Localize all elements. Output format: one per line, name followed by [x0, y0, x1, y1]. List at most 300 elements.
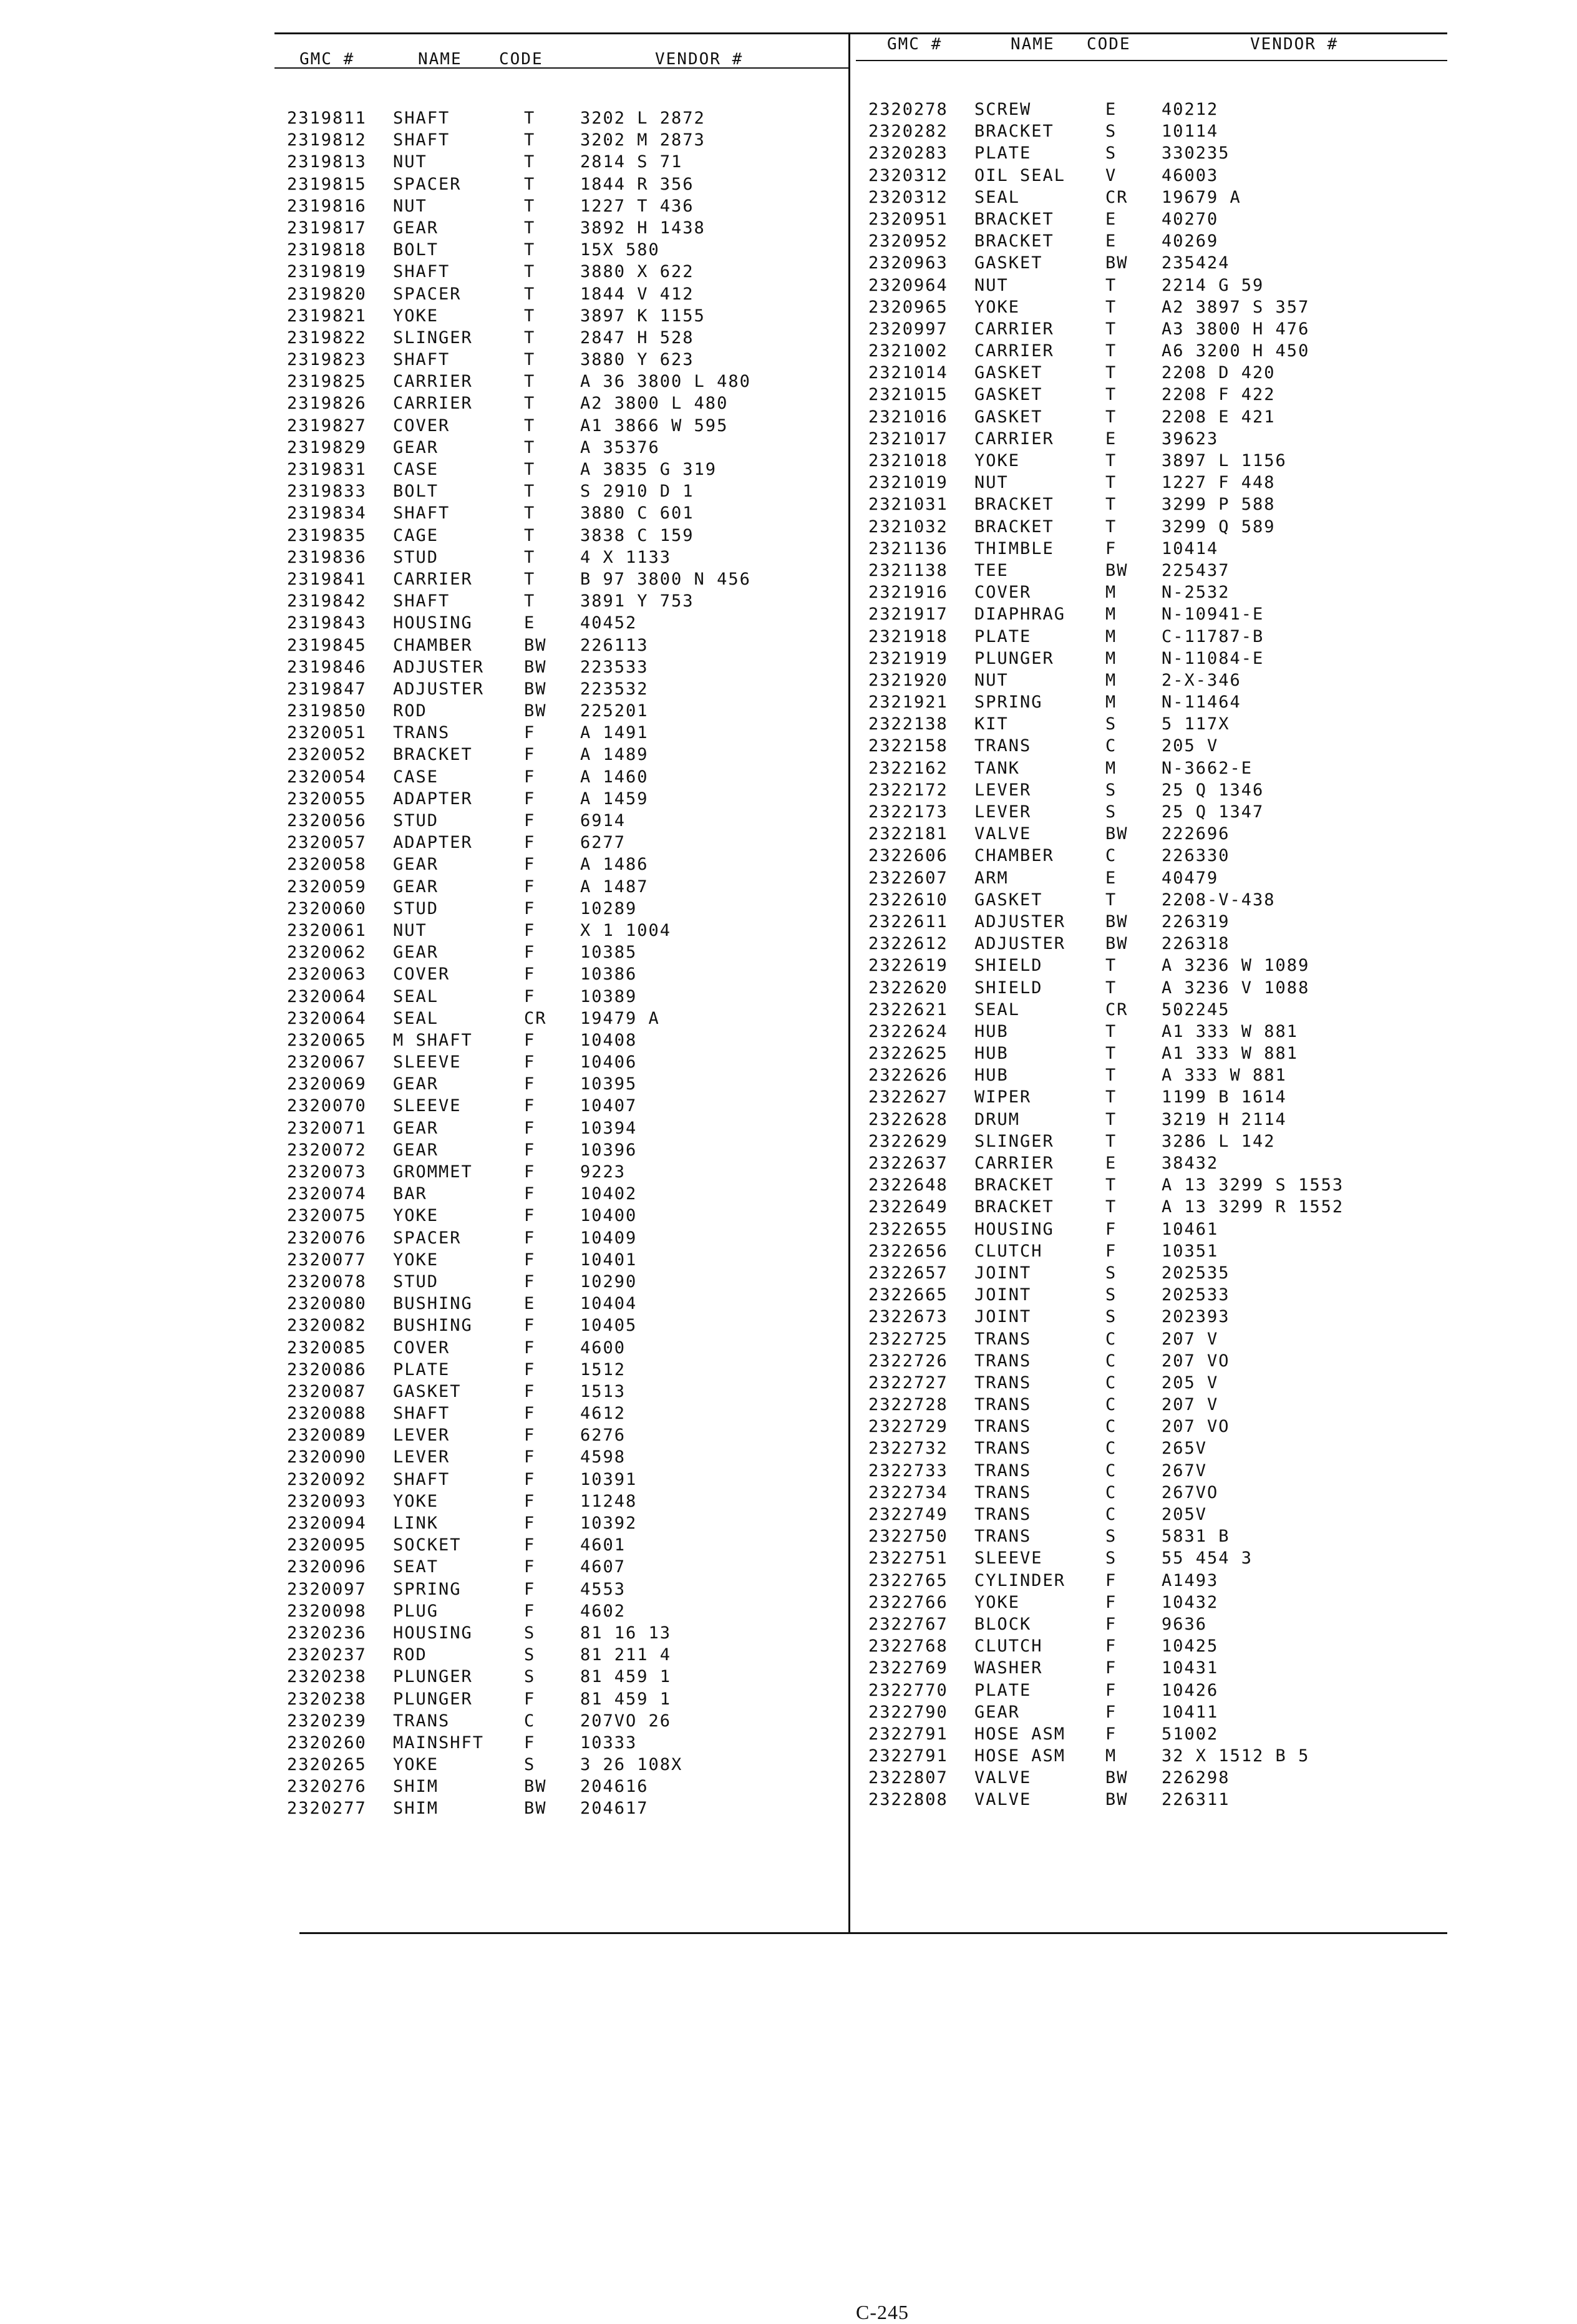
vendor-number: 226311: [1162, 1790, 1230, 1810]
vendor-number: 40479: [1162, 868, 1219, 888]
vendor-number: 207 V: [1162, 1395, 1219, 1415]
vendor-code: T: [1105, 341, 1117, 361]
gmc-number: 2320963: [868, 253, 948, 273]
vendor-number: 38432: [1162, 1154, 1219, 1173]
vendor-code: T: [524, 196, 536, 216]
gmc-number: 2320093: [287, 1491, 367, 1511]
gmc-number: 2320095: [287, 1535, 367, 1555]
gmc-number: 2320951: [868, 209, 948, 229]
part-name: WASHER: [974, 1658, 1043, 1678]
vendor-code: T: [1105, 297, 1117, 317]
gmc-number: 2322629: [868, 1131, 948, 1151]
vendor-code: T: [1105, 451, 1117, 470]
part-name: TRANS: [974, 1417, 1032, 1437]
vendor-number: 3891 Y 753: [580, 591, 694, 611]
gmc-number: 2319818: [287, 240, 367, 260]
gmc-number: 2320070: [287, 1096, 367, 1116]
vendor-code: F: [1105, 1592, 1117, 1612]
vendor-number: 207 V: [1162, 1329, 1219, 1349]
vendor-number: N-11464: [1162, 693, 1241, 712]
gmc-number: 2320078: [287, 1271, 367, 1291]
part-name: DRUM: [974, 1109, 1021, 1129]
vendor-code: M: [1105, 583, 1117, 603]
vendor-code: F: [524, 1381, 536, 1401]
vendor-code: BW: [1105, 824, 1128, 844]
vendor-number: 204617: [580, 1799, 649, 1819]
vendor-code: E: [1105, 209, 1117, 229]
vendor-number: 25 Q 1347: [1162, 802, 1264, 822]
part-name: GEAR: [393, 1074, 439, 1094]
part-name: SHAFT: [393, 130, 450, 150]
vendor-number: 10392: [580, 1514, 638, 1533]
part-name: CARRIER: [393, 569, 473, 589]
gmc-number: 2320097: [287, 1579, 367, 1599]
gmc-number: 2319831: [287, 460, 367, 479]
part-name: SHAFT: [393, 1469, 450, 1489]
vendor-number: 5 117X: [1162, 714, 1230, 734]
part-name: ADJUSTER: [974, 934, 1066, 954]
part-name: LEVER: [393, 1426, 450, 1446]
part-name: SCREW: [974, 100, 1032, 119]
vendor-code: S: [1105, 714, 1117, 734]
part-name: GASKET: [974, 407, 1043, 427]
vendor-code: BW: [524, 701, 547, 721]
gmc-number: 2322656: [868, 1241, 948, 1261]
part-name: GASKET: [974, 363, 1043, 383]
vendor-code: F: [524, 965, 536, 985]
gmc-number: 2322734: [868, 1482, 948, 1502]
part-name: NUT: [393, 920, 427, 940]
part-name: NUT: [974, 275, 1009, 295]
vendor-number: 207VO 26: [580, 1711, 672, 1731]
vendor-number: 3202 M 2873: [580, 130, 706, 150]
gmc-number: 2319843: [287, 613, 367, 633]
vendor-code: S: [1105, 1307, 1117, 1327]
vendor-code: F: [524, 1579, 536, 1599]
vendor-number: 222696: [1162, 824, 1230, 844]
gmc-number: 2320277: [287, 1799, 367, 1819]
part-name: GEAR: [393, 1140, 439, 1160]
gmc-number: 2319825: [287, 372, 367, 392]
gmc-number: 2322791: [868, 1746, 948, 1766]
vendor-number: 265V: [1162, 1439, 1208, 1459]
part-name: TRANS: [974, 1373, 1032, 1393]
vendor-number: 32 X 1512 B 5: [1162, 1746, 1310, 1766]
vendor-code: E: [524, 613, 536, 633]
vendor-code: T: [1105, 1175, 1117, 1195]
part-name: YOKE: [974, 297, 1021, 317]
part-name: HUB: [974, 1044, 1009, 1064]
part-name: CHAMBER: [974, 846, 1054, 866]
vendor-number: 267VO: [1162, 1482, 1219, 1502]
vendor-code: C: [1105, 1417, 1117, 1437]
part-name: JOINT: [974, 1307, 1032, 1327]
gmc-number: 2322657: [868, 1263, 948, 1283]
part-name: PLUG: [393, 1601, 439, 1621]
vendor-code: F: [1105, 1219, 1117, 1239]
vendor-number: 3880 C 601: [580, 503, 694, 523]
part-name: SHAFT: [393, 262, 450, 282]
part-name: BAR: [393, 1184, 427, 1204]
vendor-number: 502245: [1162, 999, 1230, 1019]
gmc-number: 2322751: [868, 1549, 948, 1568]
part-name: TRANS: [974, 1351, 1032, 1371]
vendor-number: 1227 F 448: [1162, 473, 1276, 493]
vendor-number: 3880 Y 623: [580, 350, 694, 370]
part-name: DIAPHRAG: [974, 605, 1066, 625]
gmc-number: 2320064: [287, 1008, 367, 1028]
vendor-number: 2847 H 528: [580, 328, 694, 348]
vendor-code: T: [524, 262, 536, 282]
vendor-number: 330235: [1162, 143, 1230, 163]
gmc-number: 2320069: [287, 1074, 367, 1094]
vendor-code: E: [1105, 231, 1117, 251]
vendor-number: A 1487: [580, 877, 649, 897]
vendor-number: 3 26 108X: [580, 1755, 683, 1775]
part-name: SPACER: [393, 1228, 462, 1248]
gmc-number: 2321032: [868, 517, 948, 537]
vendor-number: 6276: [580, 1426, 626, 1446]
vendor-code: CR: [1105, 187, 1128, 207]
part-name: KIT: [974, 714, 1009, 734]
vendor-code: T: [524, 284, 536, 304]
page-number: C-245: [856, 2301, 909, 2323]
vendor-code: S: [524, 1667, 536, 1687]
part-name: GEAR: [393, 943, 439, 963]
vendor-code: C: [1105, 1329, 1117, 1349]
part-name: GASKET: [974, 253, 1043, 273]
vendor-code: F: [524, 1316, 536, 1336]
gmc-number: 2320073: [287, 1162, 367, 1182]
vendor-code: S: [1105, 122, 1117, 142]
part-name: SLINGER: [974, 1131, 1054, 1151]
part-name: BOLT: [393, 240, 439, 260]
vendor-number: 202533: [1162, 1285, 1230, 1305]
part-name: BLOCK: [974, 1614, 1032, 1634]
gmc-number: 2321919: [868, 648, 948, 668]
vendor-code: C: [1105, 1482, 1117, 1502]
vendor-number: 205 V: [1162, 1373, 1219, 1393]
gmc-number: 2319822: [287, 328, 367, 348]
vendor-number: A3 3800 H 476: [1162, 319, 1310, 339]
gmc-number: 2322626: [868, 1066, 948, 1086]
part-name: GEAR: [393, 1118, 439, 1138]
vendor-number: 207 VO: [1162, 1351, 1230, 1371]
vendor-number: 10351: [1162, 1241, 1219, 1261]
vendor-number: 55 454 3: [1162, 1549, 1253, 1568]
part-name: HOUSING: [393, 613, 473, 633]
part-name: TANK: [974, 758, 1021, 778]
gmc-number: 2321018: [868, 451, 948, 470]
gmc-number: 2319847: [287, 679, 367, 699]
part-name: GASKET: [974, 385, 1043, 405]
part-name: PLUNGER: [974, 648, 1054, 668]
vendor-number: 4607: [580, 1557, 626, 1577]
gmc-number: 2320282: [868, 122, 948, 142]
vendor-number: A 1491: [580, 723, 649, 743]
vendor-number: 205 V: [1162, 736, 1219, 756]
part-name: ADAPTER: [393, 789, 473, 809]
part-name: ARM: [974, 868, 1009, 888]
vendor-number: 19479 A: [580, 1008, 660, 1028]
part-name: SPRING: [393, 1579, 462, 1599]
gmc-number: 2320088: [287, 1404, 367, 1424]
vendor-number: 10385: [580, 943, 638, 963]
gmc-number: 2319827: [287, 416, 367, 435]
part-name: CARRIER: [974, 429, 1054, 449]
vendor-code: F: [1105, 1636, 1117, 1656]
vendor-code: F: [1105, 538, 1117, 558]
vendor-code: T: [524, 130, 536, 150]
gmc-number: 2320260: [287, 1733, 367, 1753]
vendor-code: M: [1105, 758, 1117, 778]
gmc-number: 2322172: [868, 780, 948, 800]
gmc-number: 2322808: [868, 1790, 948, 1810]
vendor-number: N-2532: [1162, 583, 1230, 603]
part-name: CARRIER: [974, 319, 1054, 339]
gmc-number: 2322768: [868, 1636, 948, 1656]
vendor-code: S: [1105, 1263, 1117, 1283]
vendor-number: 10407: [580, 1096, 638, 1116]
vendor-code: BW: [524, 1777, 547, 1797]
vendor-code: F: [524, 1096, 536, 1116]
gmc-number: 2322181: [868, 824, 948, 844]
left-header-name: NAME: [418, 50, 462, 69]
gmc-number: 2322733: [868, 1461, 948, 1480]
vendor-number: 2-X-346: [1162, 670, 1241, 690]
vendor-code: C: [1105, 846, 1117, 866]
gmc-number: 2320077: [287, 1250, 367, 1270]
vendor-number: 3880 X 622: [580, 262, 694, 282]
vendor-number: A2 3800 L 480: [580, 394, 729, 414]
vendor-code: CR: [1105, 999, 1128, 1019]
gmc-number: 2320239: [287, 1711, 367, 1731]
vendor-code: F: [524, 1030, 536, 1050]
vendor-code: F: [1105, 1241, 1117, 1261]
gmc-number: 2322791: [868, 1724, 948, 1744]
vendor-number: 10391: [580, 1469, 638, 1489]
gmc-number: 2322649: [868, 1197, 948, 1217]
part-name: CASE: [393, 460, 439, 479]
vendor-code: F: [524, 1733, 536, 1753]
vendor-code: T: [1105, 1197, 1117, 1217]
part-name: ADAPTER: [393, 833, 473, 853]
vendor-code: T: [1105, 385, 1117, 405]
vendor-code: F: [524, 943, 536, 963]
vendor-code: F: [524, 1689, 536, 1709]
part-name: THIMBLE: [974, 538, 1054, 558]
vendor-number: 207 VO: [1162, 1417, 1230, 1437]
gmc-number: 2320059: [287, 877, 367, 897]
gmc-number: 2320067: [287, 1053, 367, 1072]
vendor-code: F: [524, 1535, 536, 1555]
gmc-number: 2320085: [287, 1338, 367, 1358]
vendor-number: 39623: [1162, 429, 1219, 449]
vendor-number: A 36 3800 L 480: [580, 372, 751, 392]
vendor-code: T: [1105, 319, 1117, 339]
part-name: BRACKET: [974, 1197, 1054, 1217]
part-name: PLATE: [974, 143, 1032, 163]
part-name: HUB: [974, 1021, 1009, 1041]
header-underline-right: [856, 60, 1447, 61]
vendor-code: F: [1105, 1570, 1117, 1590]
vendor-number: 10396: [580, 1140, 638, 1160]
part-name: M SHAFT: [393, 1030, 473, 1050]
part-name: PLUNGER: [393, 1667, 473, 1687]
vendor-code: T: [524, 591, 536, 611]
vendor-number: 51002: [1162, 1724, 1219, 1744]
vendor-code: C: [1105, 1505, 1117, 1524]
part-name: GEAR: [393, 437, 439, 457]
part-name: SLEEVE: [393, 1096, 462, 1116]
gmc-number: 2321031: [868, 495, 948, 515]
vendor-code: F: [524, 877, 536, 897]
vendor-number: 204616: [580, 1777, 649, 1797]
vendor-code: CR: [524, 1008, 547, 1028]
vendor-number: 10461: [1162, 1219, 1219, 1239]
vendor-code: T: [524, 416, 536, 435]
vendor-code: T: [1105, 363, 1117, 383]
vendor-number: 6914: [580, 811, 626, 830]
gmc-number: 2322628: [868, 1109, 948, 1129]
gmc-number: 2319823: [287, 350, 367, 370]
vendor-number: 6277: [580, 833, 626, 853]
gmc-number: 2320238: [287, 1667, 367, 1687]
part-name: NUT: [393, 196, 427, 216]
part-name: ROD: [393, 701, 427, 721]
vendor-number: N-3662-E: [1162, 758, 1253, 778]
vendor-number: 223533: [580, 657, 649, 677]
part-name: TRANS: [393, 1711, 450, 1731]
vendor-number: 3219 H 2114: [1162, 1109, 1287, 1129]
vendor-number: 40452: [580, 613, 638, 633]
part-name: BRACKET: [974, 209, 1054, 229]
vendor-number: 1844 R 356: [580, 174, 694, 194]
vendor-number: 10389: [580, 986, 638, 1006]
gmc-number: 2319815: [287, 174, 367, 194]
vendor-number: 1844 V 412: [580, 284, 694, 304]
vendor-number: 3838 C 159: [580, 525, 694, 545]
vendor-code: T: [1105, 1044, 1117, 1064]
gmc-number: 2319846: [287, 657, 367, 677]
vendor-number: 10432: [1162, 1592, 1219, 1612]
part-name: YOKE: [393, 1755, 439, 1775]
gmc-number: 2320237: [287, 1645, 367, 1665]
part-name: BRACKET: [974, 1175, 1054, 1195]
vendor-number: 3897 L 1156: [1162, 451, 1287, 470]
part-name: VALVE: [974, 824, 1032, 844]
gmc-number: 2320062: [287, 943, 367, 963]
gmc-number: 2320071: [287, 1118, 367, 1138]
vendor-number: 10411: [1162, 1702, 1219, 1722]
part-name: SHAFT: [393, 109, 450, 128]
gmc-number: 2319819: [287, 262, 367, 282]
gmc-number: 2321002: [868, 341, 948, 361]
vendor-code: F: [1105, 1724, 1117, 1744]
part-name: SPACER: [393, 174, 462, 194]
vendor-number: X 1 1004: [580, 920, 672, 940]
vendor-code: T: [1105, 407, 1117, 427]
vendor-code: M: [1105, 670, 1117, 690]
gmc-number: 2322610: [868, 890, 948, 910]
vendor-code: T: [1105, 517, 1117, 537]
vendor-number: A1 3866 W 595: [580, 416, 729, 435]
gmc-number: 2322620: [868, 978, 948, 998]
gmc-number: 2322627: [868, 1087, 948, 1107]
vendor-number: A2 3897 S 357: [1162, 297, 1310, 317]
left-header-gmc: GMC #: [299, 50, 355, 69]
part-name: STUD: [393, 1271, 439, 1291]
vendor-number: 226330: [1162, 846, 1230, 866]
vendor-number: 10386: [580, 965, 638, 985]
vendor-number: 11248: [580, 1491, 638, 1511]
vendor-code: BW: [1105, 253, 1128, 273]
vendor-code: S: [1105, 143, 1117, 163]
vendor-code: S: [1105, 1549, 1117, 1568]
vendor-number: 225201: [580, 701, 649, 721]
vendor-code: C: [1105, 1351, 1117, 1371]
vendor-code: M: [1105, 648, 1117, 668]
part-name: VALVE: [974, 1790, 1032, 1810]
gmc-number: 2319845: [287, 635, 367, 655]
vendor-code: T: [524, 328, 536, 348]
gmc-number: 2320054: [287, 767, 367, 787]
vendor-code: F: [524, 1074, 536, 1094]
vendor-code: BW: [1105, 560, 1128, 580]
part-name: STUD: [393, 547, 439, 567]
gmc-number: 2320074: [287, 1184, 367, 1204]
gmc-number: 2320063: [287, 965, 367, 985]
vendor-code: T: [1105, 473, 1117, 493]
vendor-number: A1 333 W 881: [1162, 1021, 1299, 1041]
vendor-code: T: [524, 394, 536, 414]
part-name: SEAL: [393, 986, 439, 1006]
vendor-code: F: [524, 1228, 536, 1248]
gmc-number: 2322611: [868, 912, 948, 931]
gmc-number: 2322612: [868, 934, 948, 954]
vendor-code: T: [1105, 1066, 1117, 1086]
vendor-code: S: [1105, 1285, 1117, 1305]
part-name: ROD: [393, 1645, 427, 1665]
vendor-code: T: [524, 372, 536, 392]
part-name: GEAR: [393, 218, 439, 238]
vendor-code: BW: [524, 1799, 547, 1819]
part-name: SHIELD: [974, 956, 1043, 976]
vendor-number: 4601: [580, 1535, 626, 1555]
part-name: COVER: [393, 1338, 450, 1358]
part-name: YOKE: [393, 1491, 439, 1511]
gmc-number: 2321918: [868, 626, 948, 646]
vendor-code: F: [524, 1426, 536, 1446]
vendor-number: 10409: [580, 1228, 638, 1248]
gmc-number: 2319816: [287, 196, 367, 216]
vendor-number: 1199 B 1614: [1162, 1087, 1287, 1107]
vendor-code: M: [1105, 1746, 1117, 1766]
part-name: SHAFT: [393, 591, 450, 611]
vendor-number: 10290: [580, 1271, 638, 1291]
vendor-code: E: [1105, 1154, 1117, 1173]
vendor-code: S: [524, 1623, 536, 1643]
vendor-code: T: [524, 503, 536, 523]
vendor-number: 10431: [1162, 1658, 1219, 1678]
vendor-code: BW: [524, 635, 547, 655]
vendor-code: F: [524, 1162, 536, 1182]
gmc-number: 2321017: [868, 429, 948, 449]
vendor-number: A 13 3299 R 1552: [1162, 1197, 1344, 1217]
part-name: COVER: [974, 583, 1032, 603]
part-name: SHAFT: [393, 503, 450, 523]
vendor-number: A 3236 W 1089: [1162, 956, 1310, 976]
